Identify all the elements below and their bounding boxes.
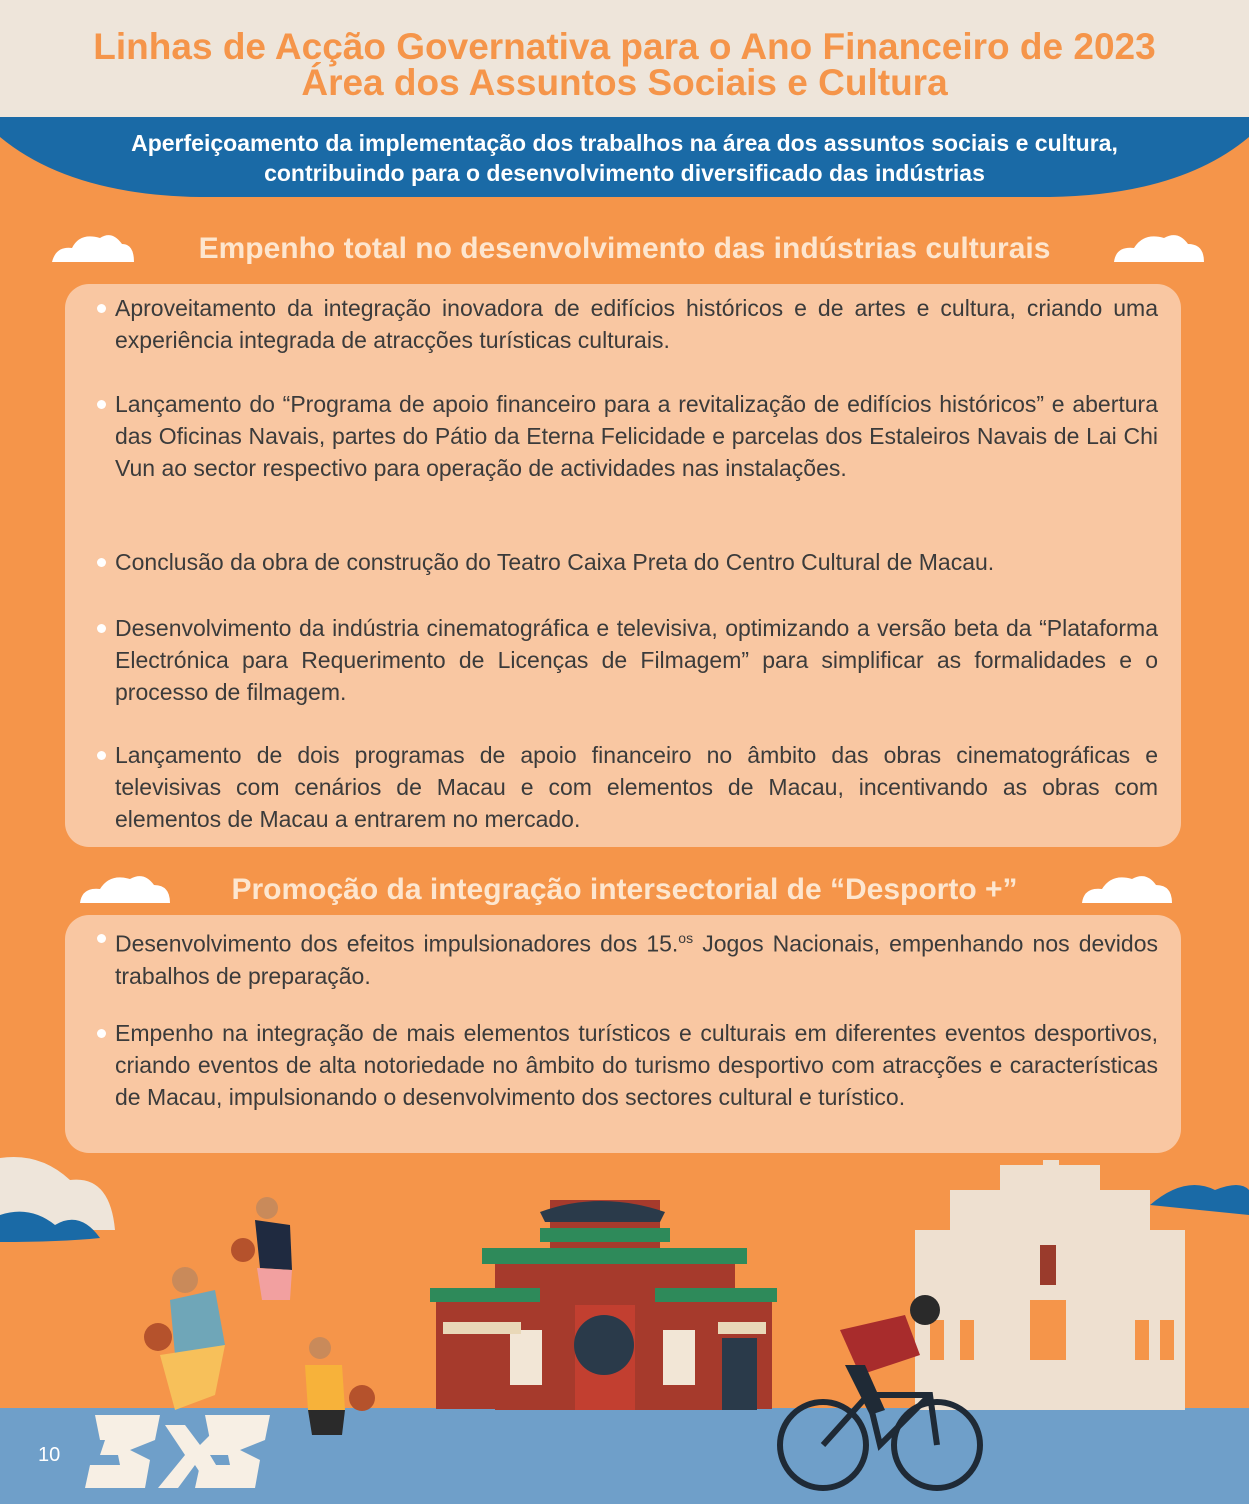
list-item: Empenho na integração de mais elementos turísticos e culturais em diferentes eventos desportivos, criando eventos de alta notoriedade no âmbito do turismo desportivo com atracções e características de Macau, impulsionando o desenvolvimento dos sectores cultural e turístico. [115,1017,1158,1113]
banner-line2: contribuindo para o desenvolvimento diversificado das indústrias [264,160,985,186]
list-item: Desenvolvimento da indústria cinematográfica e televisiva, optimizando a versão beta da “Plataforma Electrónica para Requerimento de Licenças de Filmagem” para simplificar as formalidades e o processo de filmagem. [115,612,1158,708]
banner-line1: Aperfeiçoamento da implementação dos trabalhos na área dos assuntos sociais e cultura, [131,130,1118,156]
list-item: Conclusão da obra de construção do Teatro Caixa Preta do Centro Cultural de Macau. [115,546,1158,578]
section-title-cultural-industries: Empenho total no desenvolvimento das indústrias culturais [198,232,1051,265]
list-item: Lançamento de dois programas de apoio financeiro no âmbito das obras cinematográficas e televisivas com cenários de Macau e com elementos de Macau, incentivando as obras com elementos de Macau a entrarem no mercado. [115,739,1158,835]
page-title-line1: Linhas de Acção Governativa para o Ano Financeiro de 2023 [93,26,1156,67]
page-number: 10 [38,1444,61,1466]
page-title-line2: Área dos Assuntos Sociais e Cultura [301,62,948,103]
list-item: Aproveitamento da integração inovadora de edifícios históricos e de artes e cultura, criando uma experiência integrada de atracções turísticas culturais. [115,292,1158,356]
list-item: Lançamento do “Programa de apoio financeiro para a revitalização de edifícios históricos” e abertura das Oficinas Navais, partes do Pátio da Eterna Felicidade e parcelas dos Estaleiros Navais de Lai Chi Vun ao sector respectivo para operação de actividades nas instalações. [115,388,1158,484]
ruins-illustration [915,1160,1185,1410]
list-item: Desenvolvimento dos efeitos impulsionadores dos 15.$^{os}$ Jogos Nacionais, empenhando nos devidos trabalhos de preparação. [115,922,1158,992]
temple-illustration [430,1200,777,1410]
illustration-scene [0,1150,1249,1504]
basketball-players-illustration [144,1197,375,1435]
section-title-sport: Promoção da integração intersectorial de “Desporto +” [231,873,1018,906]
